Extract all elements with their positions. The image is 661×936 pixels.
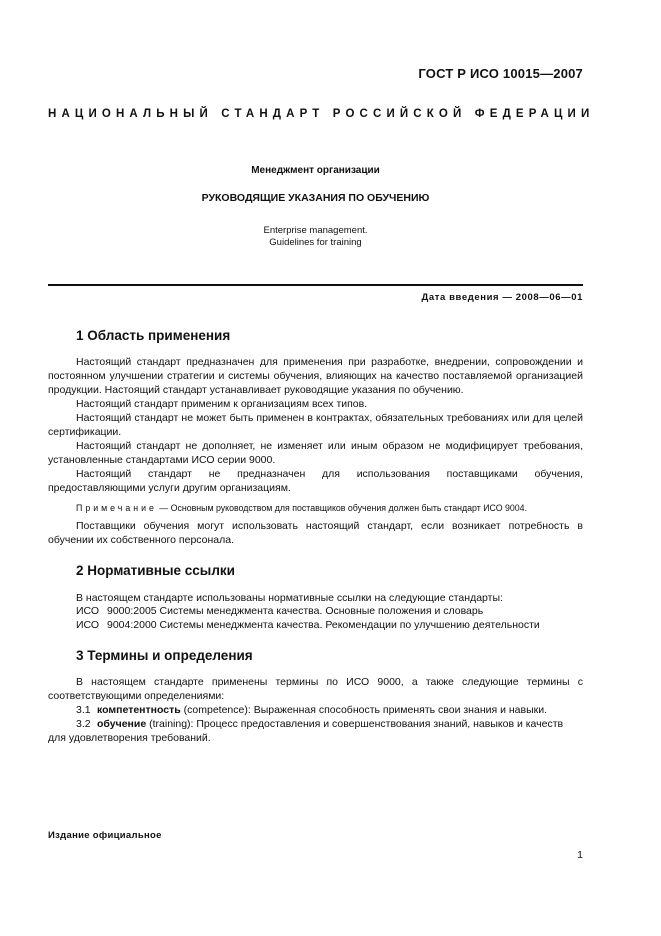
section-1-note [48, 502, 583, 514]
normative-reference [76, 619, 540, 633]
reference-text: 9004:2000 Системы менеджмента качества. Рекомендации по улучшению деятельности [107, 619, 540, 631]
subject-title: Менеджмент организации [251, 165, 380, 176]
official-edition-label: Издание официальное [48, 830, 162, 841]
section-1-title: 1 Область применения [76, 328, 231, 343]
page-number: 1 [577, 849, 583, 861]
document-number: ГОСТ Р ИСО 10015—2007 [418, 66, 583, 81]
section-1-paragraph-1: Настоящий стандарт предназначен для применения при разработке, внедрении, сопровождении и постоянном улучшении стратегии и системы обучения, влияющих на качество поставляемой организацией продукции. Настоящий стандарт устанавливает руководящие указания по обучению. [48, 356, 583, 396]
term-number: 3.1 [76, 704, 91, 716]
note-label: Примечание [76, 503, 157, 513]
english-title-line-1: Enterprise management. [263, 225, 368, 236]
normative-reference [76, 605, 483, 619]
term-name: компетентность [97, 704, 181, 716]
section-1-paragraph-2: Настоящий стандарт применим к организациям всех типов. [76, 398, 368, 410]
english-title [48, 225, 583, 249]
reference-code: ИСО [76, 605, 100, 617]
section-3-intro: В настоящем стандарте применены термины по ИСО 9000, а также следующие термины с соответствующими определениями: [48, 676, 583, 702]
term-definition-text: Процесс предоставления и совершенствования знаний, навыков и качеств [196, 718, 564, 730]
introduction-date: Дата введения — 2008—06—01 [421, 292, 583, 303]
section-1-paragraph-6: Поставщики обучения могут использовать настоящий стандарт, если возникает потребность в обучении их собственного персонала. [48, 520, 583, 546]
term-definition [76, 704, 583, 718]
section-2-intro: В настоящем стандарте использованы нормативные ссылки на следующие стандарты: [76, 592, 503, 604]
section-1-paragraph-5: Настоящий стандарт не предназначен для использования поставщиками обучения, предоставляющими услуги другим организациям. [48, 468, 583, 494]
national-standard-heading: НАЦИОНАЛЬНЫЙ СТАНДАРТ РОССИЙСКОЙ ФЕДЕРАЦИИ [48, 108, 595, 120]
term-definition-text: Выраженная способность применять свои знания и навыки. [253, 704, 548, 716]
term-definition-continuation: для удовлетворения требований. [48, 732, 211, 744]
reference-text: 9000:2005 Системы менеджмента качества. Основные положения и словарь [107, 605, 484, 617]
section-1-paragraph-4: Настоящий стандарт не дополняет, не изменяет или иным образом не модифицирует требования, установленные стандартами ИСО серии 9000. [48, 440, 583, 466]
term-name: обучение [97, 718, 147, 730]
term-english: (competence): [180, 704, 254, 716]
reference-code: ИСО [76, 619, 100, 631]
english-title-line-2: Guidelines for training [269, 237, 362, 248]
section-1-paragraph-3: Настоящий стандарт не может быть применен в контрактах, обязательных требованиях или для целей сертификации. [48, 412, 583, 438]
section-2-title: 2 Нормативные ссылки [76, 563, 235, 578]
term-number: 3.2 [76, 718, 91, 730]
section-3-title: 3 Термины и определения [76, 648, 253, 663]
term-english: (training): [146, 718, 197, 730]
term-definition [76, 718, 583, 732]
document-title: РУКОВОДЯЩИЕ УКАЗАНИЯ ПО ОБУЧЕНИЮ [201, 192, 430, 204]
horizontal-rule [48, 284, 583, 286]
note-text: — Основным руководством для поставщиков обучения должен быть стандарт ИСО 9004. [156, 503, 528, 513]
